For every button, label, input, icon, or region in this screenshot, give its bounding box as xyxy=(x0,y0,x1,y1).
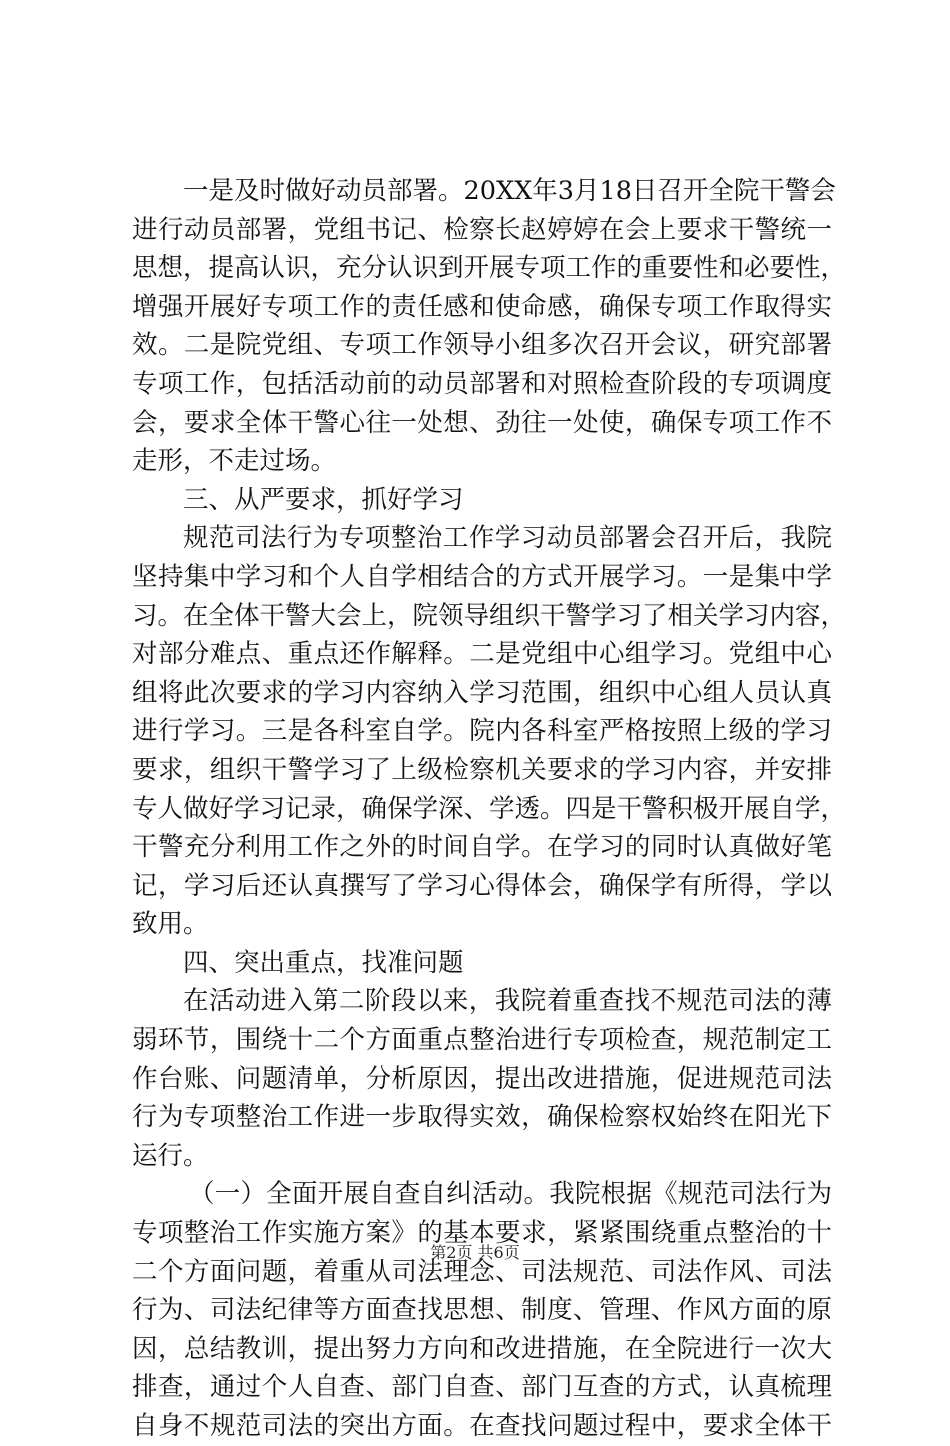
paragraph-line: 二个方面问题，着重从司法理念、司法规范、司法作风、司法 xyxy=(132,1256,832,1287)
paragraph-line: 干警充分利用工作之外的时间自学。在学习的同时认真做好笔 xyxy=(132,832,832,863)
page-number-footer: 第2页 共6页 xyxy=(430,1243,520,1262)
paragraph-line: 行为专项整治工作进一步取得实效，确保检察权始终在阳光下 xyxy=(132,1102,832,1133)
paragraph-line: 专项整治工作实施方案》的基本要求，紧紧围绕重点整治的十 xyxy=(132,1218,832,1249)
paragraph-line: 记，学习后还认真撰写了学习心得体会，确保学有所得，学以 xyxy=(132,870,832,901)
paragraph-line: 行为、司法纪律等方面查找思想、制度、管理、作风方面的原 xyxy=(132,1295,832,1326)
paragraph-line: 作台账、问题清单，分析原因，提出改进措施，促进规范司法 xyxy=(132,1063,832,1094)
paragraph-line: 因，总结教训，提出努力方向和改进措施，在全院进行一次大 xyxy=(132,1333,832,1364)
paragraph-line: 要求，组织干警学习了上级检察机关要求的学习内容，并安排 xyxy=(132,754,832,785)
section-heading: 三、从严要求，抓好学习 xyxy=(183,484,464,515)
paragraph-line: 进行学习。三是各科室自学。院内各科室严格按照上级的学习 xyxy=(132,716,832,747)
paragraph-line: 对部分难点、重点还作解释。二是党组中心组学习。党组中心 xyxy=(132,639,832,670)
paragraph-line: 一是及时做好动员部署。20XX年3月18日召开全院干警会 xyxy=(183,176,836,206)
paragraph-line: 致用。 xyxy=(132,909,209,940)
section-heading: 四、突出重点，找准问题 xyxy=(183,947,464,978)
paragraph-line: 在活动进入第二阶段以来，我院着重查找不规范司法的薄 xyxy=(183,986,832,1017)
paragraph-line: 专人做好学习记录，确保学深、学透。四是干警积极开展自学， xyxy=(132,793,847,824)
paragraph-line: 运行。 xyxy=(132,1140,209,1171)
paragraph-line: 坚持集中学习和个人自学相结合的方式开展学习。一是集中学 xyxy=(132,561,832,592)
paragraph-line: 习。在全体干警大会上，院领导组织干警学习了相关学习内容， xyxy=(132,600,847,631)
paragraph-line: 自身不规范司法的突出方面。在查找问题过程中，要求全体干 xyxy=(132,1411,832,1441)
paragraph-line: 走形，不走过场。 xyxy=(132,446,337,477)
paragraph-line: 进行动员部署，党组书记、检察长赵婷婷在会上要求干警统一 xyxy=(132,214,832,245)
paragraph-line: 弱环节，围绕十二个方面重点整治进行专项检查，规范制定工 xyxy=(132,1025,832,1056)
paragraph-line: 组将此次要求的学习内容纳入学习范围，组织中心组人员认真 xyxy=(132,677,832,708)
paragraph-line: 会，要求全体干警心往一处想、劲往一处使，确保专项工作不 xyxy=(132,407,832,438)
paragraph-line: 排查，通过个人自查、部门自查、部门互查的方式，认真梳理 xyxy=(132,1372,832,1403)
paragraph-line: 专项工作，包括活动前的动员部署和对照检查阶段的专项调度 xyxy=(132,368,832,399)
paragraph-line: 效。二是院党组、专项工作领导小组多次召开会议，研究部署 xyxy=(132,330,832,361)
paragraph-line: 思想，提高认识，充分认识到开展专项工作的重要性和必要性， xyxy=(132,253,847,284)
paragraph-line: （一）全面开展自查自纠活动。我院根据《规范司法行为 xyxy=(189,1179,832,1210)
paragraph-line: 规范司法行为专项整治工作学习动员部署会召开后，我院 xyxy=(183,523,832,554)
paragraph-line: 增强开展好专项工作的责任感和使命感，确保专项工作取得实 xyxy=(132,291,832,322)
